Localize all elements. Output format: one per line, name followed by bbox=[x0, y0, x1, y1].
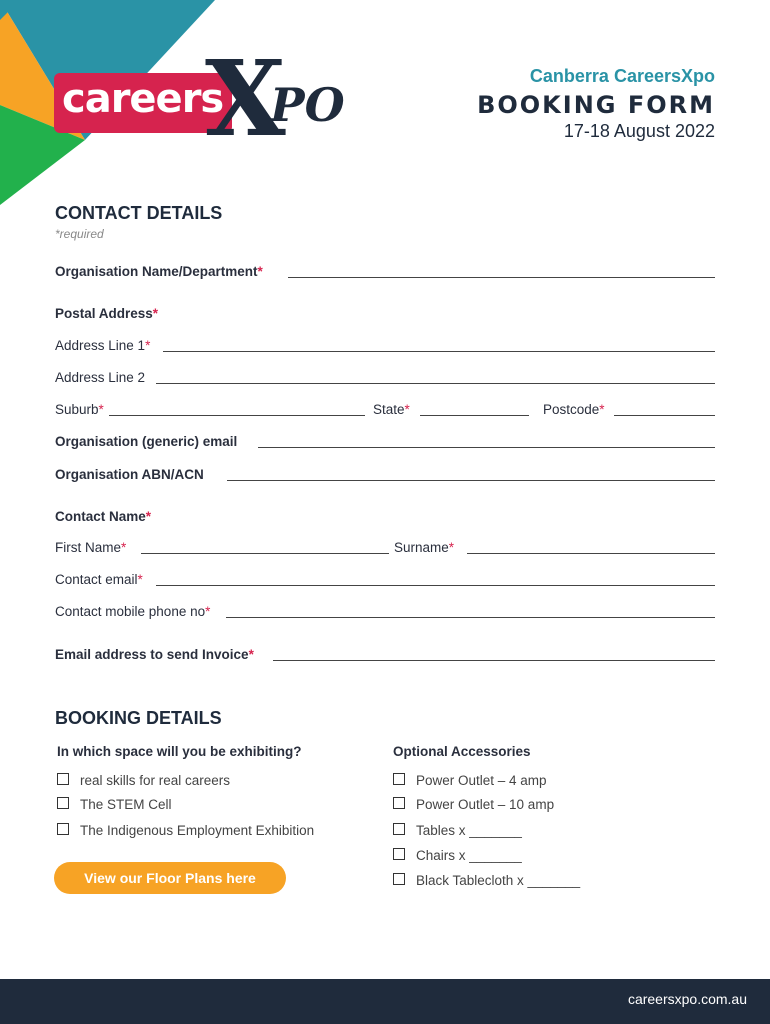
footer-bar bbox=[0, 979, 770, 1024]
contact-email-label: Contact email* bbox=[55, 572, 143, 587]
contact-mobile-field[interactable] bbox=[226, 617, 715, 618]
invoice-email-label: Email address to send Invoice* bbox=[55, 647, 254, 662]
surname-label: Surname* bbox=[394, 540, 455, 555]
footer-url[interactable]: careersxpo.com.au bbox=[627, 991, 747, 1007]
address1-field[interactable] bbox=[163, 351, 715, 352]
accessory-option-4: Black Tablecloth x _______ bbox=[416, 873, 581, 888]
accessory-option-2: Tables x _______ bbox=[416, 823, 522, 838]
first-name-field[interactable] bbox=[141, 553, 389, 554]
floor-plans-button[interactable]: View our Floor Plans here bbox=[54, 862, 286, 894]
org-abn-field[interactable] bbox=[227, 480, 715, 481]
required-note: *required bbox=[55, 227, 104, 241]
accessory-checkbox-4[interactable] bbox=[393, 873, 405, 885]
space-option-0: real skills for real careers bbox=[80, 773, 231, 788]
suburb-label: Suburb* bbox=[55, 402, 104, 417]
space-option-2: The Indigenous Employment Exhibition bbox=[80, 823, 315, 838]
accessory-option-0: Power Outlet – 4 amp bbox=[416, 773, 547, 788]
event-date: 17-18 August 2022 bbox=[563, 121, 715, 141]
accessory-option-3: Chairs x _______ bbox=[416, 848, 522, 863]
accessory-option-1: Power Outlet – 10 amp bbox=[416, 797, 555, 812]
logo-x: X bbox=[205, 37, 286, 160]
state-label: State* bbox=[373, 402, 410, 417]
space-checkbox-1[interactable] bbox=[57, 797, 69, 809]
org-name-label: Organisation Name/Department* bbox=[55, 264, 263, 279]
space-checkbox-0[interactable] bbox=[57, 773, 69, 785]
form-title: BOOKING FORM bbox=[477, 91, 715, 119]
space-checkbox-2[interactable] bbox=[57, 823, 69, 835]
suburb-field[interactable] bbox=[109, 415, 365, 416]
postcode-label: Postcode* bbox=[543, 402, 605, 417]
space-option-1: The STEM Cell bbox=[80, 797, 172, 812]
surname-field[interactable] bbox=[467, 553, 715, 554]
postal-address-label: Postal Address* bbox=[55, 306, 159, 321]
state-field[interactable] bbox=[420, 415, 529, 416]
postcode-field[interactable] bbox=[614, 415, 715, 416]
accessory-checkbox-0[interactable] bbox=[393, 773, 405, 785]
accessory-checkbox-1[interactable] bbox=[393, 797, 405, 809]
space-question: In which space will you be exhibiting? bbox=[57, 744, 302, 759]
event-name: Canberra CareersXpo bbox=[529, 66, 715, 86]
booking-heading: BOOKING DETAILS bbox=[55, 708, 222, 728]
contact-mobile-label: Contact mobile phone no* bbox=[55, 604, 211, 619]
org-email-field[interactable] bbox=[258, 447, 715, 448]
address2-field[interactable] bbox=[156, 383, 715, 384]
org-email-label: Organisation (generic) email bbox=[55, 434, 238, 449]
org-abn-label: Organisation ABN/ACN bbox=[55, 467, 204, 482]
address1-label: Address Line 1* bbox=[55, 338, 151, 353]
contact-name-label: Contact Name* bbox=[55, 509, 152, 524]
logo-careers: careers bbox=[62, 76, 224, 122]
accessory-checkbox-2[interactable] bbox=[393, 823, 405, 835]
accessory-checkbox-3[interactable] bbox=[393, 848, 405, 860]
first-name-label: First Name* bbox=[55, 540, 127, 555]
org-name-field[interactable] bbox=[288, 277, 715, 278]
contact-email-field[interactable] bbox=[156, 585, 715, 586]
invoice-email-field[interactable] bbox=[273, 660, 715, 661]
accessories-heading: Optional Accessories bbox=[393, 744, 531, 759]
contact-heading: CONTACT DETAILS bbox=[55, 203, 223, 223]
address2-label: Address Line 2 bbox=[55, 370, 146, 385]
logo-po: PO bbox=[270, 78, 345, 132]
